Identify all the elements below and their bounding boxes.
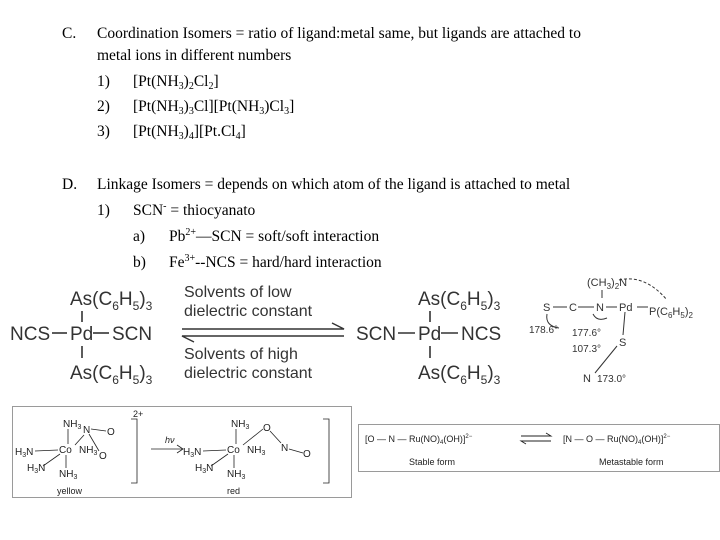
left-caption: yellow bbox=[57, 486, 83, 496]
left-bond-bottom-left bbox=[43, 454, 60, 466]
right-no-bond bbox=[289, 449, 303, 453]
left-nh3-left: $H_3N$ bbox=[15, 447, 34, 459]
section-d-heading: Linkage Isomers = depends on which atom of the ligand is attached to metal bbox=[97, 176, 571, 193]
pd-isomer-scheme bbox=[4, 278, 524, 388]
dimethylamino-label: $(CH_3)_2N$ bbox=[587, 277, 628, 291]
section-c-item-2-num: 2) bbox=[97, 98, 110, 115]
thiocyanato-definition: = thiocyanato bbox=[170, 202, 256, 219]
ruthenium-linkage-drawing bbox=[359, 425, 719, 471]
right-on-bond bbox=[270, 431, 281, 443]
right-nh3-bottom: $NH_3$ bbox=[227, 469, 246, 481]
pd-isomer-drawing bbox=[4, 278, 524, 388]
metastable-formula: [N — O — $Ru(NO)_4(OH)]^{2-}$ bbox=[563, 434, 671, 446]
angle-173-0: 173.0° bbox=[597, 374, 627, 385]
ruthenium-linkage-scheme bbox=[358, 424, 720, 472]
right-bracket bbox=[323, 419, 329, 483]
stable-formula: [O — N — $Ru(NO)_4(OH)]^{2-}$ bbox=[365, 434, 473, 446]
left-pd: Pd bbox=[70, 324, 94, 345]
left-bottom-ligand: $As(C_6H_5)_3$ bbox=[70, 363, 153, 387]
right-scn: SCN bbox=[356, 324, 397, 345]
bent-thiocyanate-drawing bbox=[527, 270, 717, 388]
left-no-bond-1 bbox=[91, 429, 106, 431]
angle-107-3: 107.3° bbox=[572, 344, 602, 355]
section-c-item-3-formula: $[Pt(NH_3)_4][Pt.Cl_4]$ bbox=[133, 123, 246, 142]
left-charge: 2+ bbox=[133, 409, 144, 419]
ru-reverse-arrow bbox=[521, 441, 551, 444]
photolysis-label: hν bbox=[165, 435, 175, 445]
left-bond-nitro bbox=[75, 435, 84, 445]
phosphine-label: $P(C_6H_5)_2$ bbox=[649, 306, 693, 320]
right-nitrito-o: O bbox=[263, 423, 271, 434]
angle-177-6: 177.6° bbox=[572, 328, 602, 339]
right-co: Co bbox=[227, 445, 240, 456]
left-top-ligand: $As(C_6H_5)_3$ bbox=[70, 289, 153, 313]
section-c-item-1-formula: $[Pt(NH_3)_2Cl_2]$ bbox=[133, 73, 219, 92]
right-bond-left bbox=[203, 450, 226, 451]
section-c-heading-line2: metal ions in different numbers bbox=[97, 47, 292, 64]
cobalt-linkage-drawing bbox=[13, 407, 351, 497]
right-nh3-top: $NH_3$ bbox=[231, 419, 250, 431]
right-nh3-bottom-left: $H_3N$ bbox=[195, 463, 214, 475]
right-top-ligand: $As(C_6H_5)_3$ bbox=[418, 289, 501, 313]
angle-arc-2 bbox=[593, 314, 607, 319]
arrow-bottom-line1: Solvents of high bbox=[184, 346, 298, 363]
section-d-item-1-num: 1) bbox=[97, 202, 110, 219]
left-nh3-bottom: $NH_3$ bbox=[59, 469, 78, 481]
section-c-heading-line1: Coordination Isomers = ratio of ligand:metal same, but ligands are attached to bbox=[97, 25, 581, 42]
sub-a-text: —SCN = soft/soft interaction bbox=[196, 228, 380, 245]
right-pd: Pd bbox=[418, 324, 442, 345]
sub-b-text: --NCS = hard/hard interaction bbox=[195, 254, 382, 271]
cobalt-linkage-scheme bbox=[12, 406, 352, 498]
bent-thiocyanate-scheme bbox=[527, 270, 717, 388]
right-ncs: NCS bbox=[461, 324, 502, 345]
section-d-item-1-line: SCN- = thiocyanato bbox=[133, 201, 256, 219]
stable-caption: Stable form bbox=[409, 457, 456, 467]
right-nitrito-o2: O bbox=[303, 449, 311, 460]
left-bracket bbox=[131, 419, 137, 483]
palladium-atom: Pd bbox=[619, 302, 633, 314]
right-nitrito-n: N bbox=[281, 443, 289, 454]
angle-178-6: 178.6° bbox=[529, 325, 559, 336]
left-nh3-top: $NH_3$ bbox=[63, 419, 82, 431]
right-nh3-right: $NH_3$ bbox=[247, 445, 266, 457]
section-d-marker: D. bbox=[62, 176, 78, 193]
left-nitro-n: N bbox=[83, 425, 91, 436]
left-scn: SCN bbox=[112, 324, 153, 345]
left-co: Co bbox=[59, 445, 72, 456]
section-d-sub-a-line: $Pb^{2+}—SCN$ = soft/soft interaction bbox=[169, 227, 380, 245]
pds-bond bbox=[623, 312, 625, 335]
metastable-caption: Metastable form bbox=[599, 457, 664, 467]
right-bottom-ligand: $As(C_6H_5)_3$ bbox=[418, 363, 501, 387]
carbon-atom: C bbox=[569, 302, 577, 314]
sulfur-atom-2: S bbox=[619, 337, 627, 349]
forward-arrow bbox=[182, 323, 344, 329]
left-nitro-o2: O bbox=[99, 451, 107, 462]
left-ncs: NCS bbox=[10, 324, 51, 345]
left-bond-left bbox=[35, 450, 58, 451]
left-nh3-bottom-left: $H_3N$ bbox=[27, 463, 46, 475]
right-caption: red bbox=[227, 486, 241, 496]
arrow-top-line1: Solvents of low bbox=[184, 284, 292, 301]
section-d-sub-b-marker: b) bbox=[133, 254, 146, 271]
right-bond-nitrito bbox=[243, 429, 263, 445]
arrow-bottom-line2: dielectric constant bbox=[184, 365, 313, 382]
section-c-item-1-num: 1) bbox=[97, 73, 110, 90]
section-d-sub-b-line: $Fe^{3+}-$-NCS = hard/hard interaction bbox=[169, 253, 382, 271]
sulfur-atom: S bbox=[543, 302, 551, 314]
left-nh3-right: $NH_3$ bbox=[79, 445, 98, 457]
arrow-top-line2: dielectric constant bbox=[184, 303, 313, 320]
section-c-item-2-formula: $[Pt(NH_3)_3Cl][Pt(NH_3)Cl_3]$ bbox=[133, 98, 295, 117]
reverse-arrow bbox=[182, 336, 344, 342]
nitrogen-atom: N bbox=[596, 302, 604, 314]
section-d-sub-a-marker: a) bbox=[133, 228, 146, 245]
section-c-item-3-num: 3) bbox=[97, 123, 110, 140]
left-nitro-o1: O bbox=[107, 427, 115, 438]
section-c-marker: C. bbox=[62, 25, 77, 42]
nitrogen-atom-2: N bbox=[583, 373, 591, 385]
right-nh3-left: $H_3N$ bbox=[183, 447, 202, 459]
right-bond-bottom-left bbox=[211, 454, 228, 466]
ru-forward-arrow bbox=[521, 433, 551, 436]
